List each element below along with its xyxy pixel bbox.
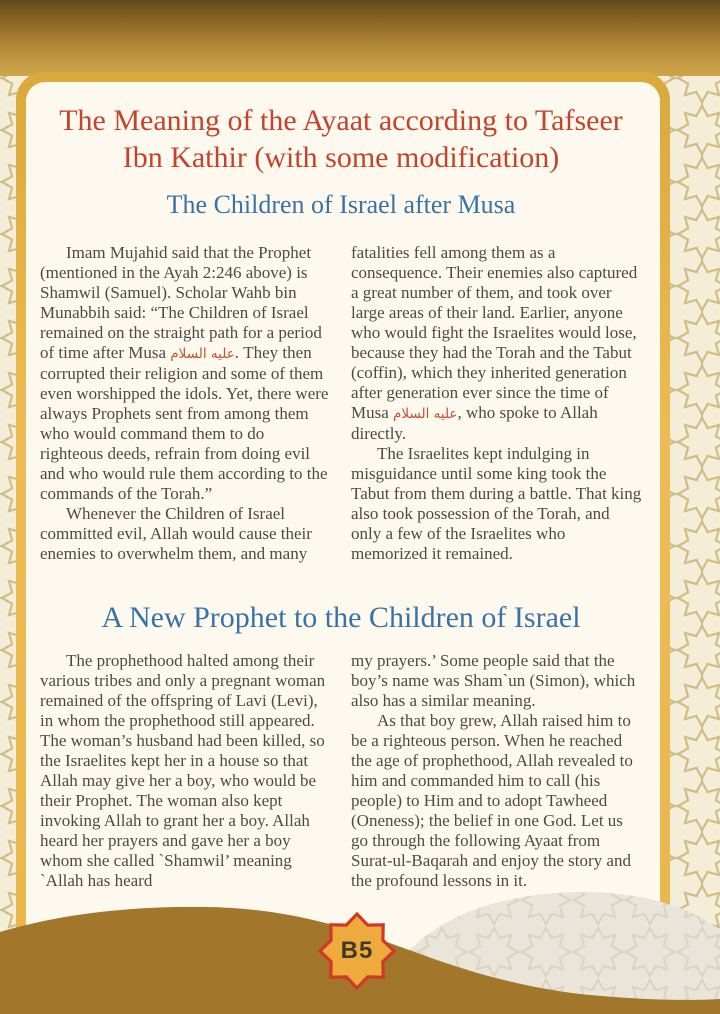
sections-container <box>40 189 642 891</box>
text-run: Imam Mujahid said that the Prophet (mentioned in the Ayah 2:246 above) is Shamwil (Samuel). Scholar Wahb bin Munabbih said: “The Children of Israel remained on the straight path for a period of time after Musa <box>40 243 322 362</box>
arabic-honorific: عليه السلام <box>170 346 235 362</box>
text-column <box>351 651 642 891</box>
paragraph <box>351 444 642 564</box>
text-run: , who spoke to Allah directly. <box>351 403 598 443</box>
page-content <box>26 82 660 891</box>
text-run: As that boy grew, Allah raised him to be a righteous person. When he reached the age of prophethood, Allah revealed to him and commanded him to call (his people) to Him and to adopt Tawheed (Oneness); the belief in one God. Let us go through the following Ayaat from Surat-ul-Baqarah and enjoy the story and the profound lessons in it. <box>351 711 633 890</box>
section-heading: A New Prophet to the Children of Israel <box>101 601 581 634</box>
paragraph <box>351 243 642 444</box>
text-run: Whenever the Children of Israel committed evil, Allah would cause their enemies to overwhelm them, and many <box>40 504 312 563</box>
top-border-band <box>0 0 720 76</box>
text-run: The Israelites kept indulging in misguidance until some king took the Tabut from them during a battle. That king also took possession of the Torah, and only a few of the Israelites who memorized it remained. <box>351 444 642 563</box>
page-frame <box>16 72 670 1014</box>
text-run: The prophethood halted among their various tribes and only a pregnant woman remained of the offspring of Lavi (Levi), in whom the prophethood still appeared. The woman’s husband had been killed, so the Israelites kept her in a house so that Allah may give her a boy, who would be their Prophet. The woman also kept invoking Allah to grant her a boy. Allah heard her prayers and gave her a boy whom she called `Shamwil’ meaning `Allah has heard <box>40 651 326 890</box>
text-column <box>40 243 331 564</box>
paragraph <box>351 651 642 711</box>
arabic-honorific: عليه السلام <box>393 406 458 422</box>
text-column <box>351 243 642 564</box>
page-number-label: B5 <box>340 937 374 964</box>
two-column-text <box>40 243 642 564</box>
section-heading: The Children of Israel after Musa <box>166 190 516 219</box>
paragraph <box>351 711 642 891</box>
paragraph <box>40 243 331 504</box>
two-column-text <box>40 651 642 891</box>
main-heading: The Meaning of the Ayaat according to Tafseer Ibn Kathir (with some modification) <box>59 104 623 174</box>
paragraph <box>40 651 331 891</box>
paragraph <box>40 504 331 564</box>
page-number-badge <box>317 911 397 991</box>
text-run: . They then corrupted their religion and some of them even worshipped the idols. Yet, there were always Prophets sent from among them who would command them to do righteous deeds, refrain from doing evil and who would rule them according to the commands of the Torah.” <box>40 343 329 503</box>
text-run: my prayers.’ Some people said that the boy’s name was Sham`un (Simon), which also has a similar meaning. <box>351 651 636 710</box>
text-run: fatalities fell among them as a consequence. Their enemies also captured a great number of them, and took over large areas of their land. Earlier, anyone who would fight the Israelites would lose, because they had the Torah and the Tabut (coffin), which they inherited generation after generation ever since the time of Musa <box>351 243 638 422</box>
text-column <box>40 651 331 891</box>
